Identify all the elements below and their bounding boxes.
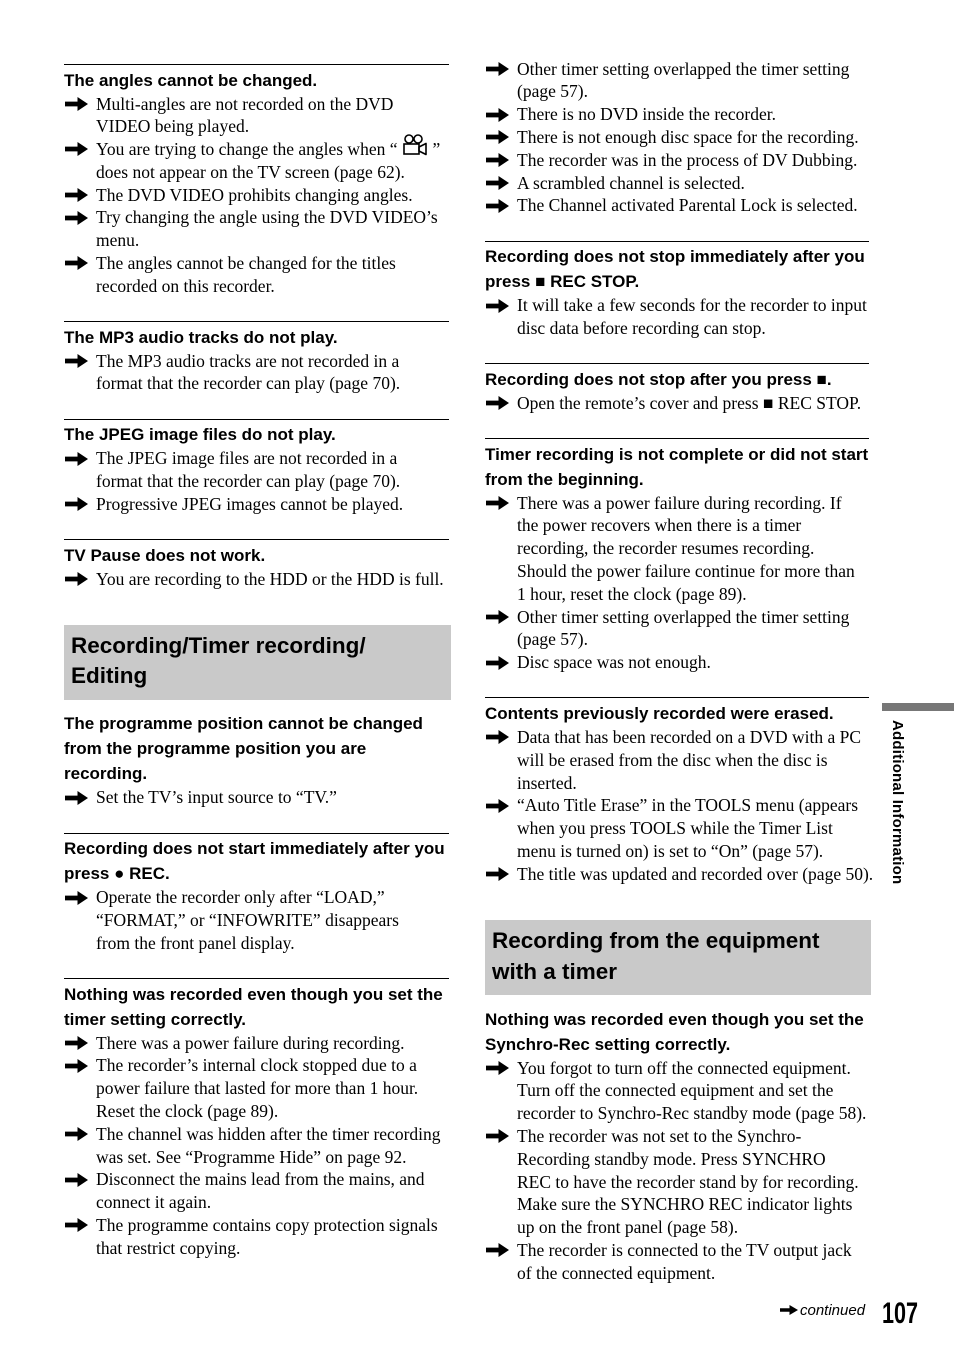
solution-item — [64, 1032, 449, 1055]
arrow-icon — [65, 211, 88, 225]
solution-item — [485, 58, 869, 104]
solution-list — [64, 93, 449, 298]
solution-item — [64, 206, 449, 252]
solution-item — [485, 1239, 869, 1285]
solution-text: The programme contains copy protection signals that restrict copying. — [96, 1215, 438, 1258]
solution-item — [64, 493, 449, 516]
solution-text: There was a power failure during recording. — [96, 1032, 405, 1053]
arrow-icon — [486, 496, 509, 510]
arrow-icon — [486, 396, 509, 410]
solution-item — [64, 447, 449, 493]
side-tab-bar — [882, 703, 954, 711]
troubleshooting-section — [64, 321, 449, 395]
solution-text: The MP3 audio tracks are not recorded in a format that the recorder can play (page 70). — [96, 350, 401, 394]
arrow-icon — [486, 1129, 509, 1143]
solution-list — [64, 350, 449, 396]
arrow-icon — [65, 497, 88, 511]
solution-item — [64, 93, 449, 139]
solution-list — [485, 726, 874, 886]
arrow-icon — [65, 1036, 88, 1050]
solution-text: The angles cannot be changed for the titles recorded on this recorder. — [96, 253, 396, 296]
angle-icon — [400, 141, 428, 155]
arrow-icon — [486, 799, 509, 813]
arrow-icon — [486, 108, 509, 122]
section-heading: The programme position cannot be changed from the programme position you are recording. — [64, 714, 423, 784]
page-number: 107 — [882, 1297, 919, 1330]
troubleshooting-section — [64, 539, 449, 590]
solution-item — [485, 726, 869, 794]
solution-item — [64, 568, 449, 591]
arrow-icon — [486, 1243, 509, 1257]
troubleshooting-section — [64, 833, 449, 955]
solution-item — [64, 252, 449, 298]
solution-item — [485, 651, 869, 674]
solution-text: Open the remote’s cover and press ■ REC STOP. — [517, 392, 862, 413]
solution-text: The recorder is connected to the TV output jack of the connected equipment. — [517, 1239, 852, 1283]
solution-list — [485, 58, 869, 218]
solution-list — [64, 447, 449, 515]
solution-item — [485, 392, 869, 415]
solution-text: The recorder’s internal clock stopped due to a power failure that lasted for more than 1 hour. Reset the clock (page 89). — [96, 1055, 419, 1122]
solution-item — [64, 350, 449, 396]
section-heading: Recording does not stop immediately after you press ■ REC STOP. — [485, 247, 865, 292]
category-banner — [485, 920, 871, 995]
solution-text: Set the TV’s input source to “TV.” — [96, 787, 337, 808]
right-column — [485, 58, 874, 1308]
continued-indicator — [780, 1302, 865, 1320]
solution-text: There is not enough disc space for the recording. — [517, 126, 859, 147]
arrow-icon — [65, 891, 88, 905]
troubleshooting-section — [485, 438, 869, 674]
troubleshooting-section — [485, 58, 869, 218]
solution-list — [485, 1057, 869, 1285]
solution-item — [64, 184, 449, 207]
solution-item — [485, 863, 874, 886]
solution-item — [485, 1057, 869, 1125]
left-column — [64, 64, 451, 1283]
section-heading: Timer recording is not complete or did not start from the beginning. — [485, 444, 869, 489]
solution-text-part: You are trying to change the angles when “ — [96, 139, 398, 160]
category-banner — [64, 625, 451, 700]
arrow-icon — [65, 97, 88, 111]
section-heading: Nothing was recorded even though you set the Synchro-Rec setting correctly. — [485, 1009, 864, 1054]
section-heading: Contents previously recorded were erased. — [485, 703, 834, 723]
solution-list — [485, 492, 869, 674]
section-heading: The JPEG image files do not play. — [64, 425, 336, 445]
arrow-icon — [65, 572, 88, 586]
section-heading: Recording does not stop after you press ■. — [485, 369, 832, 389]
solution-list — [64, 1032, 449, 1260]
arrow-icon — [486, 130, 509, 144]
solution-list — [64, 568, 449, 591]
category-title: Recording from the equipment with a timer — [492, 928, 820, 984]
troubleshooting-section — [485, 1007, 869, 1285]
solution-text: Other timer setting overlapped the timer setting (page 57). — [517, 606, 850, 650]
solution-text: You forgot to turn off the connected equipment. Turn off the connected equipment and set the recorder to Synchro-Rec standby mode (page 58). — [517, 1057, 867, 1124]
solution-item — [64, 1054, 449, 1122]
arrow-icon — [486, 730, 509, 744]
arrow-icon — [65, 188, 88, 202]
arrow-icon — [486, 610, 509, 624]
solution-text: Multi-angles are not recorded on the DVD VIDEO being played. — [96, 93, 394, 137]
solution-text: Disconnect the mains lead from the mains, and connect it again. — [96, 1169, 425, 1213]
arrow-icon — [486, 153, 509, 167]
solution-list — [64, 886, 449, 954]
solution-list — [64, 786, 449, 809]
arrow-icon — [65, 452, 88, 466]
solution-text: The channel was hidden after the timer recording was set. See “Programme Hide” on page 92. — [96, 1123, 441, 1167]
solution-text: Operate the recorder only after “LOAD,” “FORMAT,” or “INFOWRITE” disappears from the front panel display. — [96, 887, 399, 953]
section-heading: Nothing was recorded even though you set the timer setting correctly. — [64, 984, 443, 1029]
solution-item — [485, 149, 869, 172]
solution-text: A scrambled channel is selected. — [517, 172, 745, 193]
section-heading: The angles cannot be changed. — [64, 70, 318, 90]
troubleshooting-section — [64, 711, 449, 809]
solution-text: It will take a few seconds for the recorder to input disc data before recording can stop. — [517, 295, 867, 338]
arrow-icon — [486, 62, 509, 76]
section-heading: TV Pause does not work. — [64, 545, 266, 565]
solution-item — [485, 794, 869, 862]
solution-text: The DVD VIDEO prohibits changing angles. — [96, 184, 413, 205]
section-heading: Recording does not start immediately after you press ● REC. — [64, 839, 445, 884]
arrow-icon — [65, 791, 88, 805]
solution-text: You are recording to the HDD or the HDD is full. — [96, 568, 444, 589]
solution-text: The Channel activated Parental Lock is selected. — [517, 195, 858, 216]
solution-item — [485, 172, 869, 195]
arrow-icon — [65, 1218, 88, 1232]
arrow-icon — [486, 199, 509, 213]
solution-text: Progressive JPEG images cannot be played. — [96, 493, 404, 514]
solution-text: The recorder was not set to the Synchro- Recording standby mode. Press SYNCHRO REC to have the recorder stand by for recording. Make sure the SYNCHRO REC indicator lights up on the front panel (page 58). — [517, 1125, 859, 1238]
solution-text: Try changing the angle using the DVD VIDEO’s menu. — [96, 207, 438, 251]
solution-text: The recorder was in the process of DV Dubbing. — [517, 149, 858, 170]
solution-item — [64, 1123, 449, 1169]
arrow-icon — [65, 256, 88, 270]
solution-text: The title was updated and recorded over (page 50). — [517, 863, 874, 884]
solution-item — [485, 492, 869, 606]
solution-item — [485, 294, 869, 340]
continued-label: continued — [800, 1302, 866, 1319]
solution-item — [485, 103, 869, 126]
arrow-icon — [486, 299, 509, 313]
solution-item — [64, 138, 449, 184]
solution-text: Other timer setting overlapped the timer setting (page 57). — [517, 58, 850, 102]
solution-text: “Auto Title Erase” in the TOOLS menu (appears when you press TOOLS while the Timer List menu is turned on) is set to “On” (page 57). — [517, 795, 859, 861]
troubleshooting-section — [64, 64, 449, 298]
solution-text: There is no DVD inside the recorder. — [517, 104, 777, 125]
solution-list — [485, 294, 869, 340]
solution-item — [64, 1214, 449, 1260]
arrow-icon — [486, 176, 509, 190]
arrow-icon — [486, 656, 509, 670]
troubleshooting-section — [485, 363, 869, 414]
arrow-icon — [65, 1173, 88, 1187]
solution-item — [64, 786, 449, 809]
solution-text: Disc space was not enough. — [517, 652, 711, 673]
arrow-icon — [65, 1059, 88, 1073]
solution-text: There was a power failure during recording. If the power recovers when there is a timer recording, the recorder resumes recording. Should the power failure continue for more than 1 hour, reset the clock (page 89). — [517, 492, 855, 604]
troubleshooting-section — [64, 978, 449, 1259]
solution-text: Data that has been recorded on a DVD with a PC will be erased from the disc when the disc is inserted. — [517, 726, 862, 793]
solution-item — [485, 194, 869, 217]
solution-list — [485, 392, 869, 415]
category-title: Recording/Timer recording/ Editing — [71, 632, 366, 689]
troubleshooting-section — [485, 697, 874, 885]
arrow-icon — [486, 867, 509, 881]
solution-item — [485, 1125, 869, 1239]
solution-item — [64, 886, 449, 954]
solution-item — [485, 606, 869, 652]
solution-text: The JPEG image files are not recorded in a format that the recorder can play (page 70). — [96, 448, 401, 492]
arrow-icon — [65, 142, 88, 156]
arrow-icon — [65, 1127, 88, 1141]
arrow-icon — [65, 354, 88, 368]
solution-text — [96, 139, 440, 182]
section-heading: The MP3 audio tracks do not play. — [64, 327, 338, 347]
side-tab-label: Additional Information — [889, 720, 906, 885]
troubleshooting-section — [485, 241, 869, 340]
solution-text-part: ” does not appear on the TV screen (page 62). — [96, 139, 441, 182]
arrow-icon — [780, 1305, 798, 1315]
troubleshooting-section — [64, 419, 449, 516]
solution-item — [485, 126, 869, 149]
arrow-icon — [486, 1061, 509, 1075]
solution-item — [64, 1168, 449, 1214]
